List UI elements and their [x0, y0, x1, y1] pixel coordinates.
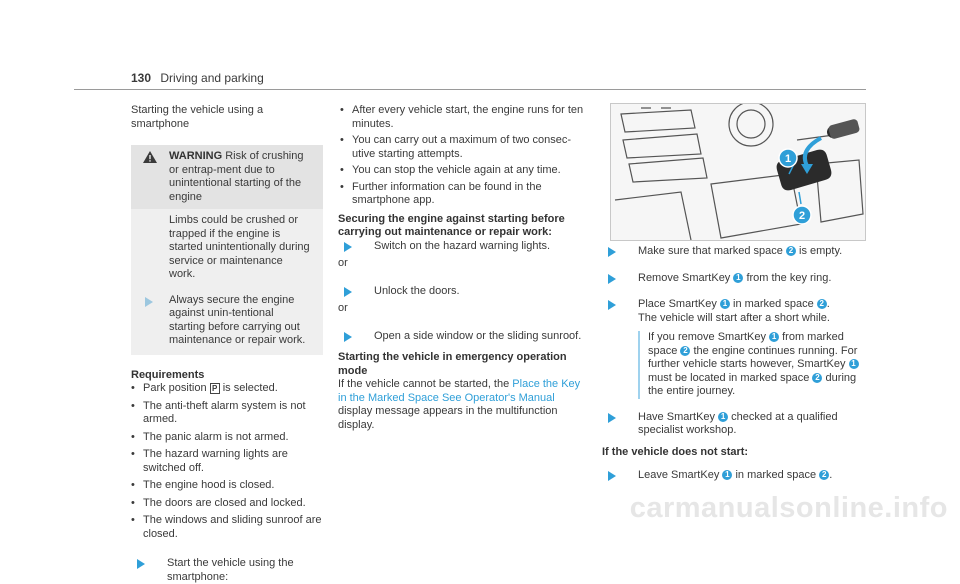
info-b: from marked space	[648, 331, 844, 357]
info-d: must be located in marked space	[648, 371, 810, 384]
step3-pre: Place SmartKey	[638, 298, 717, 310]
warning-step-text: Always secure the engine against unin-tentional starting before carrying out maintenance or repair work.	[169, 293, 306, 346]
emergency-post: display message appears in the multifunction display.	[338, 405, 558, 431]
middle-column	[338, 104, 590, 432]
hazard-step	[338, 240, 590, 254]
list-item: • The panic alarm is not armed.	[131, 431, 323, 445]
step4-post: checked at a qualified specialist workshop.	[638, 410, 838, 436]
intro-text: Starting the vehicle using a smartphone	[131, 104, 264, 130]
no-start-heading: If the vehicle does not start:	[602, 445, 749, 458]
list-item: • The windows and sliding sunroof are closed.	[131, 514, 323, 541]
number-1-icon: 1	[849, 359, 859, 369]
header-rule	[74, 89, 866, 90]
step-arrow-icon	[344, 332, 352, 342]
step1-post: is empty.	[799, 245, 843, 257]
console-drawing	[611, 104, 865, 240]
list-item: • You can stop the vehicle again at any time.	[340, 164, 590, 178]
unlock-step-text: Unlock the doors.	[374, 284, 460, 297]
right-column	[602, 245, 870, 483]
step-check-space	[602, 245, 870, 259]
step3-post: .	[826, 298, 830, 310]
step-place-key	[602, 298, 870, 399]
req-park-prefix: Park position	[143, 382, 207, 394]
info-note	[638, 331, 870, 399]
warning-label: WARNING	[169, 150, 223, 162]
list-item	[131, 382, 323, 396]
list-item: • The anti-theft alarm system is not armed.	[131, 400, 323, 427]
warning-head-text: Risk of crushing or entrap-ment due to unintentional starting of the engine	[169, 150, 304, 203]
number-2-icon: 2	[812, 373, 822, 383]
or-text: or	[338, 302, 348, 314]
window-step-text: Open a side window or the sliding sunroof.	[374, 329, 582, 342]
info-c: the engine continues running. For further vehicle starts however, SmartKey	[648, 344, 858, 370]
req-park-suffix: is selected.	[222, 382, 278, 394]
emergency-heading: Starting the vehicle in emergency operation mode	[338, 351, 567, 377]
number-1-icon: 1	[722, 470, 732, 480]
step5-pre: Leave SmartKey	[638, 469, 720, 481]
number-2-icon: 2	[680, 346, 690, 356]
watermark: carmanualsonline.info	[629, 492, 948, 524]
step3-mid: in marked space	[733, 298, 814, 310]
requirements-list	[131, 382, 323, 541]
list-item: • After every vehicle start, the engine runs for ten minutes.	[340, 104, 590, 131]
step-leave-key	[602, 469, 870, 483]
step2-pre: Remove SmartKey	[638, 271, 731, 284]
smartkey-illustration	[610, 103, 866, 241]
page-number: 130	[131, 71, 152, 85]
list-item: • The doors are closed and locked.	[131, 497, 323, 511]
number-2-icon: 2	[819, 470, 829, 480]
info-e: during the entire journey.	[648, 371, 857, 397]
step3-note: The vehicle will start after a short while.	[638, 311, 830, 324]
section-title: Driving and parking	[160, 71, 264, 85]
step1-pre: Make sure that marked space	[638, 245, 783, 257]
left-column	[131, 104, 323, 584]
step-arrow-icon	[608, 247, 616, 257]
number-1-icon: 1	[733, 273, 743, 283]
page-header	[131, 71, 264, 85]
park-position-icon: P	[210, 383, 220, 394]
unlock-step	[338, 285, 590, 299]
list-item: • The engine hood is closed.	[131, 479, 323, 493]
window-step	[338, 330, 590, 344]
list-item: • You can carry out a maximum of two consec-utive starting attempts.	[340, 134, 590, 161]
display-message-link[interactable]: Place the Key in the Marked Space See Operator's Manual	[338, 378, 581, 404]
warning-icon	[143, 151, 157, 163]
step-arrow-icon	[145, 297, 153, 307]
start-step-text: Start the vehicle using the smartphone:	[167, 557, 294, 583]
step-arrow-icon	[608, 274, 616, 284]
step-arrow-icon	[608, 471, 616, 481]
number-2-icon: 2	[786, 246, 796, 256]
marker-2-label: 2	[798, 210, 806, 222]
warning-body: Limbs could be crushed or trapped if the engine is started unintentionally during service or maintenance work.	[169, 214, 310, 280]
emergency-pre: If the vehicle cannot be started, the	[338, 378, 510, 390]
number-1-icon: 1	[769, 332, 779, 342]
step2-post: from the key ring.	[746, 271, 832, 284]
number-1-icon: 1	[720, 299, 730, 309]
hazard-step-text: Switch on the hazard warning lights.	[374, 239, 551, 252]
step5-post: .	[829, 469, 833, 481]
info-a: If you remove SmartKey	[648, 331, 766, 343]
or-text: or	[338, 257, 348, 269]
emergency-text	[338, 378, 590, 432]
requirements-title: Requirements	[131, 368, 205, 381]
number-1-icon: 1	[718, 412, 728, 422]
step4-pre: Have SmartKey	[638, 410, 716, 423]
step-arrow-icon	[344, 242, 352, 252]
step-workshop	[602, 411, 870, 438]
step-arrow-icon	[344, 287, 352, 297]
warning-step	[131, 288, 323, 355]
warning-header	[131, 145, 323, 209]
step-arrow-icon	[608, 300, 616, 310]
step5-mid: in marked space	[735, 469, 817, 481]
info-list	[338, 104, 590, 208]
securing-heading: Securing the engine against starting before carrying out maintenance or repair work:	[338, 212, 565, 238]
start-step	[131, 557, 323, 584]
list-item: • Further information can be found in the smartphone app.	[340, 181, 590, 208]
step-arrow-icon	[137, 559, 145, 569]
number-2-icon: 2	[817, 299, 827, 309]
list-item: • The hazard warning lights are switched off.	[131, 448, 323, 475]
step-arrow-icon	[608, 413, 616, 423]
marker-1-label: 1	[784, 153, 792, 165]
step-remove-key	[602, 272, 870, 286]
warning-box	[131, 145, 323, 355]
